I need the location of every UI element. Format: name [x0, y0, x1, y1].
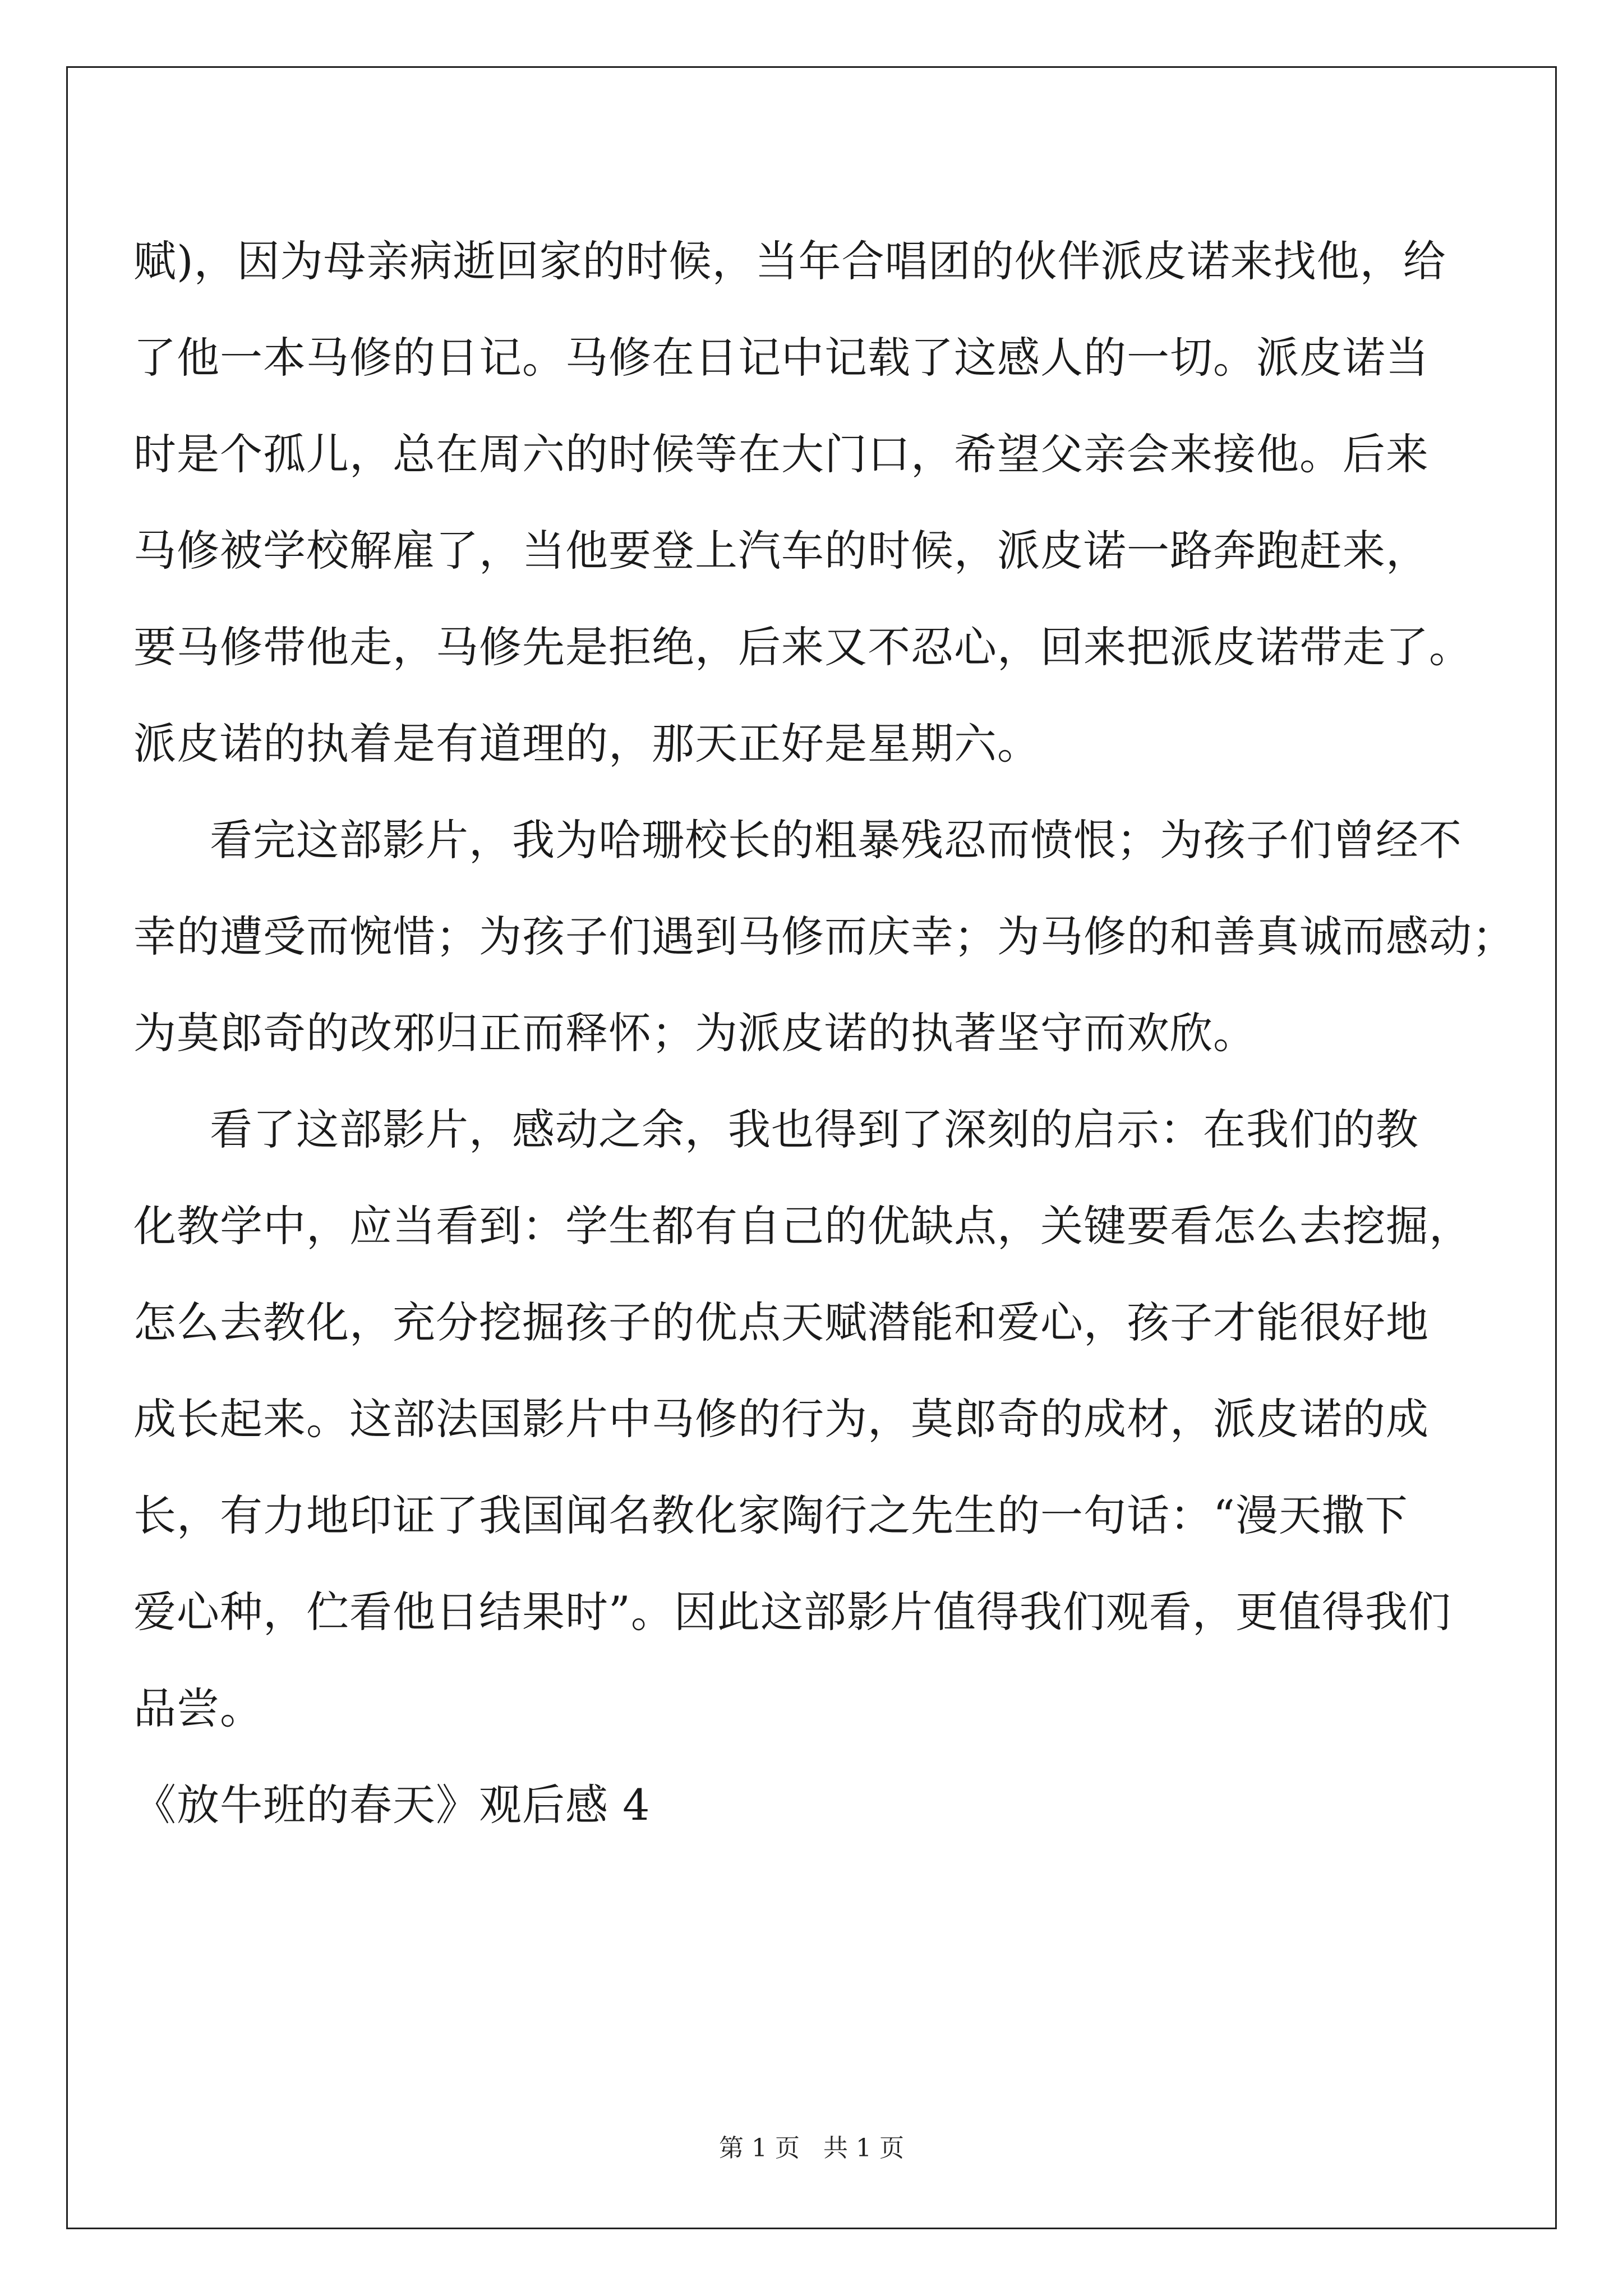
page-footer: [0, 2132, 1623, 2165]
text-line: 看完这部影片，我为哈珊校长的粗暴残忍而愤恨；为孩子们曾经不: [210, 815, 1462, 865]
text-line: 幸的遭受而惋惜；为孩子们遇到马修而庆幸；为马修的和善真诚而感动；: [133, 912, 1515, 961]
page-total: 共 1 页: [823, 2134, 904, 2162]
paragraph-3: [133, 1082, 1472, 1757]
text-line: 时是个孤儿，总在周六的时候等在大门口，希望父亲会来接他。后来: [133, 429, 1429, 479]
page-number: 第 1 页: [719, 2134, 800, 2162]
text-line: 品尝。: [133, 1683, 263, 1733]
text-line: 了他一本马修的日记。马修在日记中记载了这感人的一切。派皮诺当: [133, 333, 1429, 383]
section-heading: 《放牛班的春天》观后感 4: [133, 1780, 651, 1830]
text-line: 赋)，因为母亲病逝回家的时候，当年合唱团的伙伴派皮诺来找他，给: [133, 236, 1446, 286]
document-body: [133, 213, 1515, 1853]
text-line: 怎么去教化，充分挖掘孩子的优点天赋潜能和爱心，孩子才能很好地: [133, 1297, 1429, 1347]
text-line: 看了这部影片，感动之余，我也得到了深刻的启示：在我们的教: [210, 1105, 1419, 1154]
text-line: 长，有力地印证了我国闻名教化家陶行之先生的一句话：“漫天撒下: [133, 1490, 1408, 1540]
text-line: 化教学中，应当看到：学生都有自己的优缺点，关键要看怎么去挖掘，: [133, 1201, 1472, 1251]
text-line: 成长起来。这部法国影片中马修的行为，莫郎奇的成材，派皮诺的成: [133, 1394, 1429, 1444]
text-line: 马修被学校解雇了，当他要登上汽车的时候，派皮诺一路奔跑赶来，: [133, 526, 1429, 576]
text-line: 要马修带他走，马修先是拒绝，后来又不忍心，回来把派皮诺带走了。: [133, 622, 1472, 672]
text-line: 为莫郎奇的改邪归正而释怀；为派皮诺的执著坚守而欢欣。: [133, 1008, 1256, 1058]
text-line: 派皮诺的执着是有道理的，那天正好是星期六。: [133, 719, 1040, 769]
paragraph-1: [133, 213, 1472, 792]
paragraph-2: [133, 792, 1515, 1082]
text-line: 爱心种，伫看他日结果时”。因此这部影片值得我们观看，更值得我们: [133, 1587, 1451, 1637]
